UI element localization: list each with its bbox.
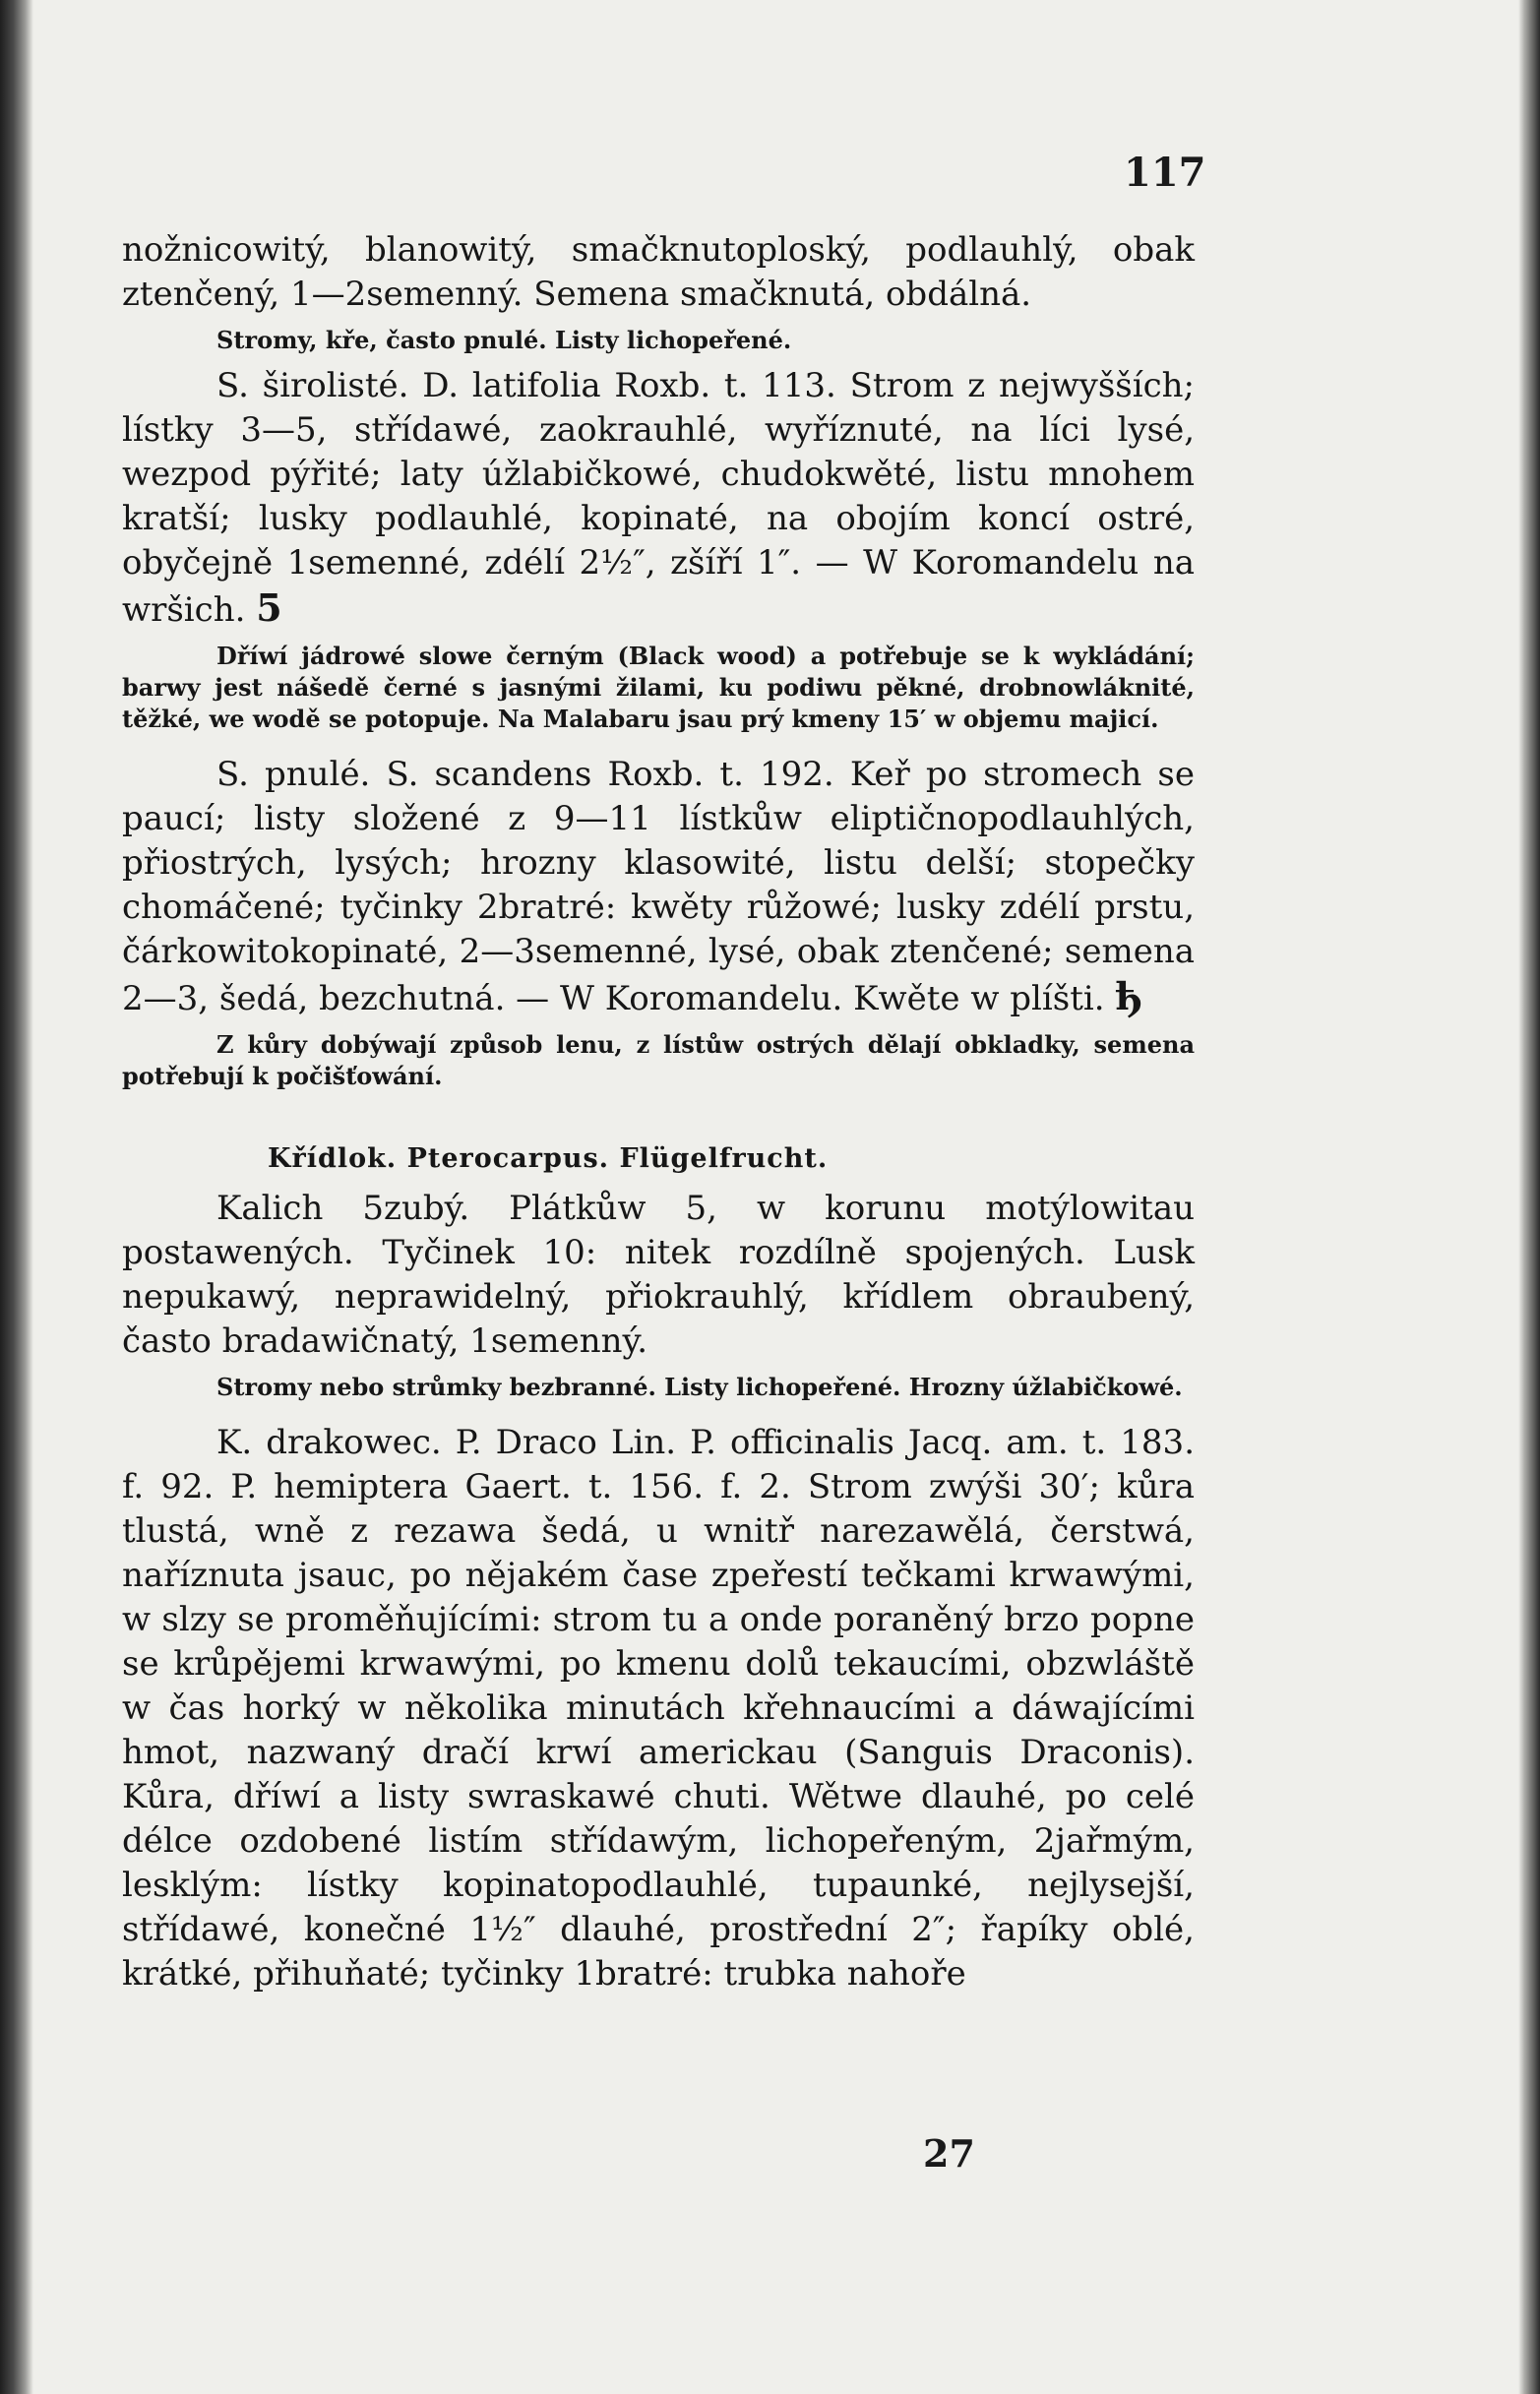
- species-latifolia: [122, 364, 1195, 633]
- tree-symbol: 5: [256, 585, 282, 630]
- text-column: [122, 228, 1195, 1996]
- genus-description: Kalich 5zubý. Plátkůw 5, w korunu motýlowitau postawených. Tyčinek 10: nitek rozdílně spojených. Lusk nepukawý, neprawidelný, přiokrauhlý, křídlem obraubený, často bradawičnatý, 1semenný.: [122, 1189, 1195, 1361]
- page-edge-shadow: [1518, 0, 1540, 2394]
- page-number: 117: [1124, 150, 1206, 196]
- genus-pterocarpus-note: Stromy nebo strůmky bezbranné. Listy lichopeřené. Hrozny úžlabičkowé.: [216, 1373, 1183, 1401]
- species-scandens: [122, 753, 1195, 1021]
- shrub-symbol: ђ: [1115, 974, 1142, 1018]
- species-draco: K. drakowec. P. Draco Lin. P. officinalis Jacq. am. t. 183. f. 92. P. hemiptera Gaert. t. 156. f. 2. Strom zwýši 30′; kůra tlustá, wně z rezawa šedá, u wnitř narezawělá, čerstwá, naříznuta jsauc, po nějakém čase zpeřestí tečkami krwawými, w slzy se proměňujícími: strom tu a onde poraněný brzo popne se krůpějemi krwawými, po kmenu dolů tekaucími, obzwláště w čas horký w několika minutách křehnaucími a dáwajícími hmot, nazwaný dračí krwí americkau (Sanguis Draconis). Kůra, dříwí a listy swraskawé chuti. Wětwe dlauhé, po celé délce ozdobené listím střídawým, lichopeřeným, 2jařmým, lesklým: lístky kopinatopodlauhlé, tupaunké, nejlysejší, střídawé, konečné 1½″ dlauhé, prostřední 2″; řapíky oblé, krátké, přihuňaté; tyčinky 1bratré: trubka nahoře: [122, 1423, 1195, 1994]
- paragraph-continuation: nožnicowitý, blanowitý, smačknutoploský, podlauhlý, obak ztenčený, 1—2semenný. Semena smačknutá, obdálná.: [122, 230, 1195, 314]
- species-latifolia-note: Dříwí jádrowé slowe černým (Black wood) a potřebuje se k wykládání; barwy jest nášedě černé s jasnými žilami, ku podiwu pěkné, drobnowláknité, těžké, we wodě se potopuje. Na Malabaru jsau prý kmeny 15′ w objemu majicí.: [122, 642, 1195, 733]
- genus-heading-pterocarpus: Křídlok. Pterocarpus. Flügelfrucht.: [268, 1143, 829, 1174]
- species-scandens-text: S. pnulé. S. scandens Roxb. t. 192. Keř po stromech se paucí; listy složené z 9—11 lístkůw eliptičnopodlauhlých, přiostrých, lysých; hrozny klasowité, listu delší; stopečky chomáčené; tyčinky 2bratré: kwěty růžowé; lusky zdélí prstu, čárkowitokopinaté, 2—3semenné, lysé, obak ztenčené; semena 2—3, šedá, bezchutná. — W Koromandelu. Kwěte w plíšti.: [122, 755, 1195, 1018]
- species-latifolia-text: S. širolisté. D. latifolia Roxb. t. 113. Strom z nejwyšších; lístky 3—5, střídawé, zaokrauhlé, wyříznuté, na líci lysé, wezpod pýřité; laty úžlabičkowé, chudokwěté, listu mnohem kratší; lusky podlauhlé, kopinaté, na obojím koncí ostré, obyčejně 1semenné, zdélí 2½″, zšíří 1″. — W Koromandelu na wršich.: [122, 366, 1195, 630]
- species-scandens-note: Z kůry dobýwají způsob lenu, z lístůw ostrých dělají obkladky, semena potřebují k počišťowání.: [122, 1030, 1195, 1090]
- printer-signature: 27: [923, 2131, 975, 2176]
- genus-note: Stromy, kře, často pnulé. Listy lichopeřené.: [216, 326, 792, 354]
- page-binding-shadow: [0, 0, 33, 2394]
